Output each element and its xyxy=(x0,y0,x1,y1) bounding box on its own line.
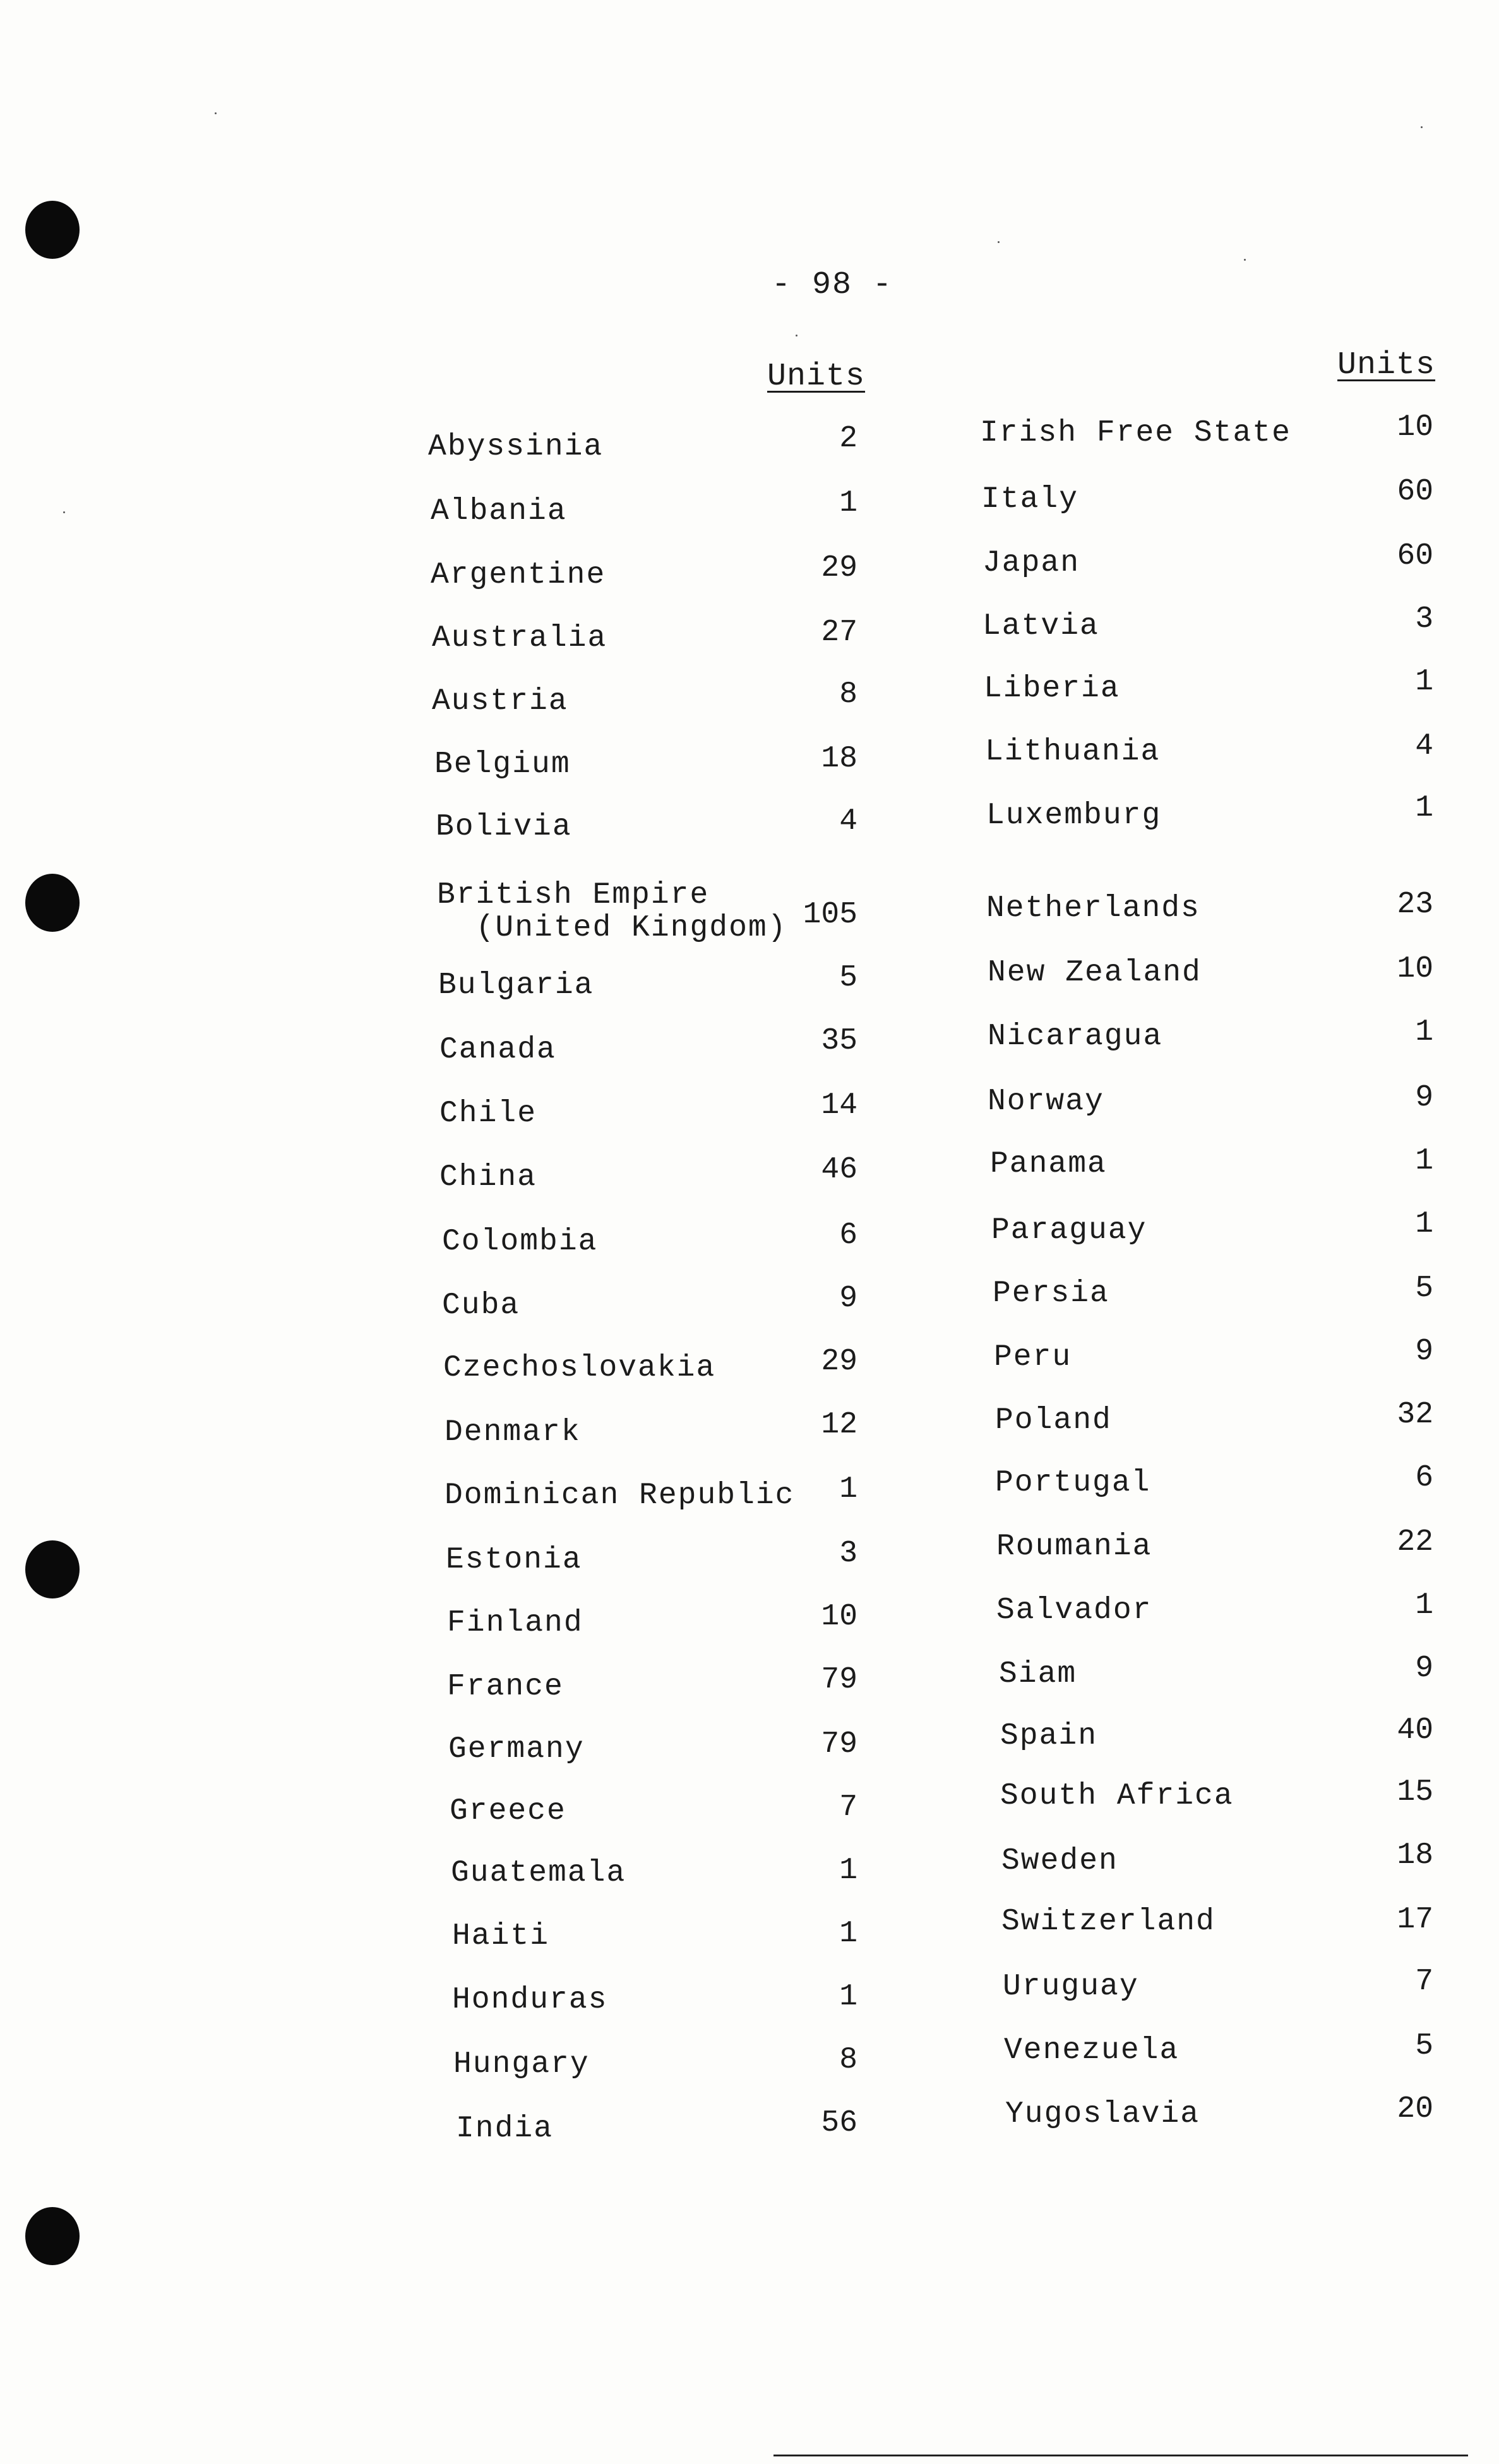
right-country-name: Liberia xyxy=(984,672,1120,706)
right-country-name: Netherlands xyxy=(986,891,1200,925)
left-country-name: India xyxy=(456,2112,554,2146)
right-country-name: Irish Free State xyxy=(980,416,1291,450)
left-units-value: 2 xyxy=(839,422,857,456)
right-country-name: Venezuela xyxy=(1004,2033,1179,2068)
left-country-name: Finland xyxy=(447,1606,583,1640)
right-units-value: 60 xyxy=(1397,475,1433,509)
right-units-value: 10 xyxy=(1397,410,1433,444)
left-units-value: 29 xyxy=(821,551,857,585)
left-country-name: Australia xyxy=(432,621,607,655)
left-country-name: Haiti xyxy=(452,1919,550,1953)
left-units-value: 7 xyxy=(839,1790,857,1824)
right-units-value: 15 xyxy=(1397,1775,1433,1809)
right-country-name: Latvia xyxy=(982,609,1099,643)
left-country-name: Bolivia xyxy=(436,810,572,844)
right-country-name: Lithuania xyxy=(985,735,1161,769)
left-units-value: 1 xyxy=(839,1917,857,1951)
right-units-value: 1 xyxy=(1415,1207,1433,1241)
right-units-value: 4 xyxy=(1415,729,1433,763)
right-units-value: 10 xyxy=(1397,952,1433,986)
right-country-name: Norway xyxy=(988,1085,1104,1119)
right-country-name: Yugoslavia xyxy=(1005,2097,1200,2131)
left-country-name: Hungary xyxy=(453,2047,590,2081)
paper-speck xyxy=(215,112,217,114)
left-units-value: 1 xyxy=(839,1980,857,2014)
left-country-name: Albania xyxy=(431,494,567,528)
left-country-name: Belgium xyxy=(434,747,571,782)
left-country-name: Germany xyxy=(448,1732,585,1766)
right-country-name: Sweden xyxy=(1001,1844,1118,1878)
paper-speck xyxy=(1244,259,1246,261)
right-units-value: 1 xyxy=(1415,1144,1433,1178)
left-units-value: 29 xyxy=(821,1345,857,1379)
right-units-value: 60 xyxy=(1397,539,1433,573)
right-country-name: Poland xyxy=(995,1403,1112,1437)
paper-speck xyxy=(63,511,65,513)
right-units-value: 40 xyxy=(1397,1713,1433,1747)
right-units-value: 9 xyxy=(1415,1335,1433,1369)
left-units-value: 9 xyxy=(839,1282,857,1316)
right-country-name: Portugal xyxy=(995,1466,1151,1500)
right-units-value: 3 xyxy=(1415,602,1433,636)
right-units-value: 32 xyxy=(1397,1398,1433,1432)
punch-hole xyxy=(25,201,80,259)
left-units-value: 14 xyxy=(821,1088,857,1122)
left-country-name: British Empire (United Kingdom) xyxy=(437,878,787,945)
punch-hole xyxy=(25,874,80,932)
left-country-name: Guatemala xyxy=(451,1856,626,1890)
right-country-name: Persia xyxy=(993,1277,1109,1311)
units-header-left: Units xyxy=(767,359,866,395)
left-units-value: 56 xyxy=(821,2106,857,2140)
left-units-value: 6 xyxy=(839,1218,857,1253)
right-country-name: Roumania xyxy=(996,1530,1152,1564)
right-units-value: 7 xyxy=(1415,1965,1433,1999)
right-country-name: New Zealand xyxy=(988,956,1202,990)
left-units-value: 8 xyxy=(839,2043,857,2077)
punch-hole xyxy=(25,1540,80,1598)
right-units-value: 22 xyxy=(1397,1525,1433,1559)
right-units-value: 1 xyxy=(1415,1015,1433,1049)
left-country-name: Honduras xyxy=(452,1983,608,2017)
right-units-value: 17 xyxy=(1397,1903,1433,1937)
right-units-value: 9 xyxy=(1415,1652,1433,1686)
right-units-value: 1 xyxy=(1415,1588,1433,1622)
left-country-name: France xyxy=(447,1670,564,1704)
right-units-value: 18 xyxy=(1397,1838,1433,1872)
left-country-name: China xyxy=(439,1160,537,1194)
left-units-value: 79 xyxy=(821,1663,857,1697)
right-country-name: Luxemburg xyxy=(986,799,1162,833)
punch-hole xyxy=(25,2207,80,2265)
left-country-name: Austria xyxy=(432,684,568,718)
left-country-name: Greece xyxy=(450,1794,566,1828)
right-country-name: Panama xyxy=(990,1147,1107,1181)
left-country-name: Colombia xyxy=(442,1225,598,1259)
right-country-name: South Africa xyxy=(1000,1779,1234,1813)
right-country-name: Switzerland xyxy=(1001,1905,1215,1939)
right-country-name: Salvador xyxy=(996,1593,1152,1628)
right-country-name: Italy xyxy=(981,482,1079,516)
left-units-value: 1 xyxy=(839,486,857,520)
left-units-value: 5 xyxy=(839,961,857,995)
left-units-value: 1 xyxy=(839,1854,857,1888)
left-units-value: 79 xyxy=(821,1727,857,1761)
units-header-right: Units xyxy=(1337,347,1436,383)
right-country-name: Peru xyxy=(994,1340,1072,1374)
right-units-value: 1 xyxy=(1415,791,1433,825)
right-units-value: 5 xyxy=(1415,1271,1433,1306)
right-units-value: 23 xyxy=(1397,888,1433,922)
right-country-name: Japan xyxy=(982,546,1080,580)
right-country-name: Spain xyxy=(1000,1719,1098,1753)
left-country-name: Denmark xyxy=(445,1415,581,1449)
left-units-value: 35 xyxy=(821,1024,857,1058)
right-country-name: Siam xyxy=(999,1657,1077,1691)
left-country-name: Czechoslovakia xyxy=(443,1351,716,1385)
right-country-name: Uruguay xyxy=(1003,1970,1139,2004)
left-units-value: 18 xyxy=(821,742,857,776)
right-units-value: 5 xyxy=(1415,2029,1433,2063)
right-units-value: 9 xyxy=(1415,1081,1433,1115)
left-country-name: Cuba xyxy=(442,1289,520,1323)
left-units-value: 105 xyxy=(803,898,857,932)
left-country-name: Canada xyxy=(439,1033,556,1067)
bottom-rule xyxy=(773,2455,1468,2456)
left-units-value: 8 xyxy=(839,677,857,711)
right-units-value: 1 xyxy=(1415,665,1433,699)
paper-speck xyxy=(998,241,1000,243)
left-country-name: Dominican Republic xyxy=(445,1479,795,1513)
left-country-name: Bulgaria xyxy=(438,968,594,1003)
left-country-name: Abyssinia xyxy=(428,430,604,464)
page-number: - 98 - xyxy=(772,267,893,303)
left-units-value: 12 xyxy=(821,1408,857,1442)
right-country-name: Paraguay xyxy=(991,1213,1147,1247)
left-country-name: Argentine xyxy=(431,558,606,592)
left-country-name: Chile xyxy=(439,1097,537,1131)
right-units-value: 20 xyxy=(1397,2092,1433,2126)
left-units-value: 4 xyxy=(839,804,857,838)
left-country-name: Estonia xyxy=(446,1543,582,1577)
right-units-value: 6 xyxy=(1415,1461,1433,1495)
left-units-value: 10 xyxy=(821,1600,857,1634)
right-country-name: Nicaragua xyxy=(988,1020,1163,1054)
left-units-value: 1 xyxy=(839,1472,857,1506)
left-units-value: 46 xyxy=(821,1153,857,1187)
paper-speck xyxy=(796,335,797,336)
left-units-value: 3 xyxy=(839,1537,857,1571)
paper-speck xyxy=(1421,126,1423,128)
left-units-value: 27 xyxy=(821,616,857,650)
